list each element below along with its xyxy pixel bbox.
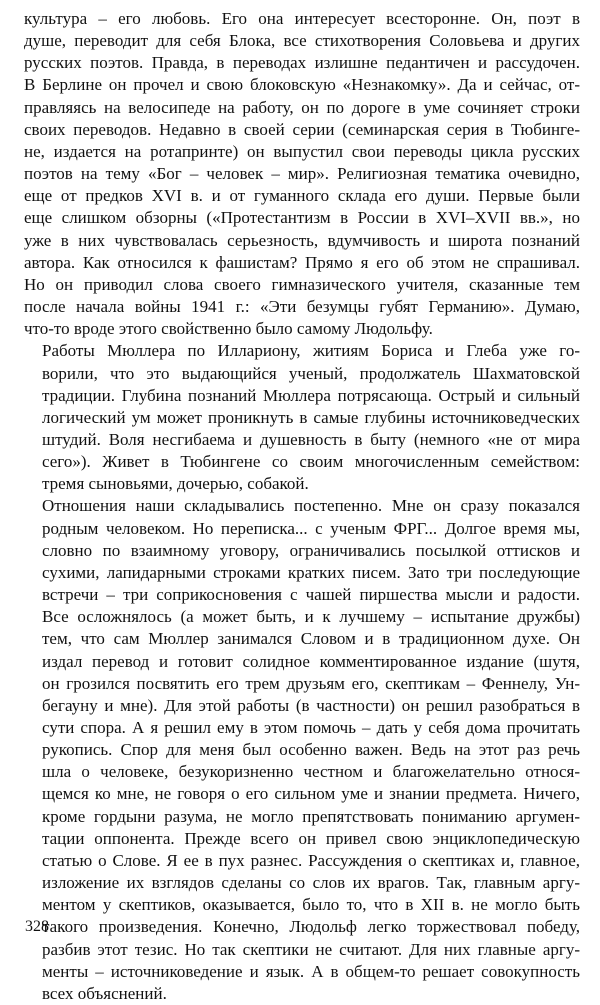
text-line: не, издается на ротапринте) он выпустил свои переводы цикла русских [24,141,580,161]
text-line: щемся ко мне, не говоря о его сильном уме и знании предмета. Ничего, [42,784,580,804]
text-line: статью о Слове. Я ее в пух разнес. Рассуждения о скептиках и, главное, [42,850,580,870]
paragraph [24,8,580,340]
text-line: уже в них чувствовалась серьезность, вдумчивость и широта познаний [24,230,580,250]
text-line: еще от предков XVI в. и от гуманного склада его души. Первые были [24,186,580,206]
text-line: родным человеком. Но переписка... с ученым ФРГ... Долгое время мы, [42,518,580,538]
text-line: душе, переводит для себя Блока, все стихотворения Соловьева и других [24,31,580,51]
text-line: русских поэтов. Правда, в переводах излишне педантичен и рассудочен. [24,53,580,73]
page-body [24,8,580,1005]
text-line: Отношения наши складывались постепенно. Мне он сразу показался [42,496,580,516]
text-line: ворили, что это выдающийся ученый, продолжатель Шахматовской [42,363,580,383]
text-line: правляясь на велосипеде на работу, он по дороге в уме сочиняет строки [24,97,580,117]
text-line: культура – его любовь. Его она интересует всесторонне. Он, поэт в [24,9,580,28]
text-line: такого произведения. Конечно, Людольф легко торжествовал победу, [42,917,580,937]
text-line: изложение их взглядов сделаны со слов их врагов. Так, главным аргу- [42,873,580,893]
text-line: менты – источниковедение и язык. А в общем-то решает совокупность [42,961,580,981]
text-line: Работы Мюллера по Иллариону, житиям Бориса и Глеба уже го- [42,341,580,361]
text-line: словно по взаимному уговору, ограничивались посылкой оттисков и [42,540,580,560]
text-line: тремя сыновьями, дочерью, собакой. [42,474,309,494]
text-line: поэтов на тему «Бог – человек – мир». Религиозная тематика очевидно, [24,164,580,184]
text-line: кроме гордыни разума, не могло препятствовать пониманию аргумен- [42,806,580,826]
text-line: он грозился посвятить его трем друзьям его, скептикам – Феннелу, Ун- [42,673,580,693]
text-line: штудий. Воля несгибаема и душевность в быту (немного «не от мира [42,429,580,449]
text-line: сего»). Живет в Тюбингене со своим многочисленным семейством: [42,452,580,472]
text-line: логический ум может проникнуть в самые глубины источниковедческих [42,407,580,427]
text-line: традиции. Глубина познаний Мюллера потрясающа. Острый и сильный [42,385,580,405]
text-line: еще слишком обзорны («Протестантизм в России в XVI–XVII вв.», но [24,208,580,228]
text-line: встречи – три соприкосновения с чашей пиршества мысли и радости. [42,585,580,605]
text-line: сухими, лапидарными строками кратких писем. Зато три последующие [42,562,580,582]
text-line: тации оппонента. Прежде всего он привел свою энциклопедическую [42,828,580,848]
text-line: сути спора. А я решил ему в этом помочь – дать у себя дома прочитать [42,718,580,737]
text-line: своих переводов. Недавно в своей серии (семинарская серия в Тюбинге- [24,119,580,139]
text-line: шла о человеке, безукоризненно честном и благожелательно относя- [42,762,580,782]
text-line: разбив этот тезис. Но так скептики не считают. Для них главные аргу- [42,939,580,959]
text-line: Но он приводил слова своего гимназического учителя, сказанные тем [24,274,580,294]
text-line: после начала войны 1941 г.: «Эти безумцы губят Германию». Думаю, [24,297,580,317]
text-line: что-то вроде этого свойственно было самому Людольфу. [24,319,433,339]
text-line: автора. Как относился к фашистам? Прямо я его об этом не спрашивал. [24,252,580,272]
paragraph [24,495,580,1005]
text-line: В Берлине он прочел и свою блоковскую «Незнакомку». Да и сейчас, от- [24,75,580,95]
text-line: рукопись. Спор для меня был особенно важен. Ведь на этот раз речь [42,740,580,760]
text-line: издал перевод и готовит солидное комментированное издание (шутя, [42,651,580,671]
paragraph [24,340,580,495]
text-line: бегауну и мне). Для этой работы (в частности) он решил разобраться в [42,695,580,715]
text-line: Все осложнялось (а может быть, и к лучшему – испытание дружбы) [42,607,580,627]
text-line: ментом у скептиков, оказывается, было то, что в XII в. не могло быть [42,895,580,915]
text-line: всех объяснений. [42,983,167,1003]
page-number: 328 [25,918,49,935]
text-line: тем, что сам Мюллер занимался Словом и в традиционном духе. Он [42,629,580,649]
